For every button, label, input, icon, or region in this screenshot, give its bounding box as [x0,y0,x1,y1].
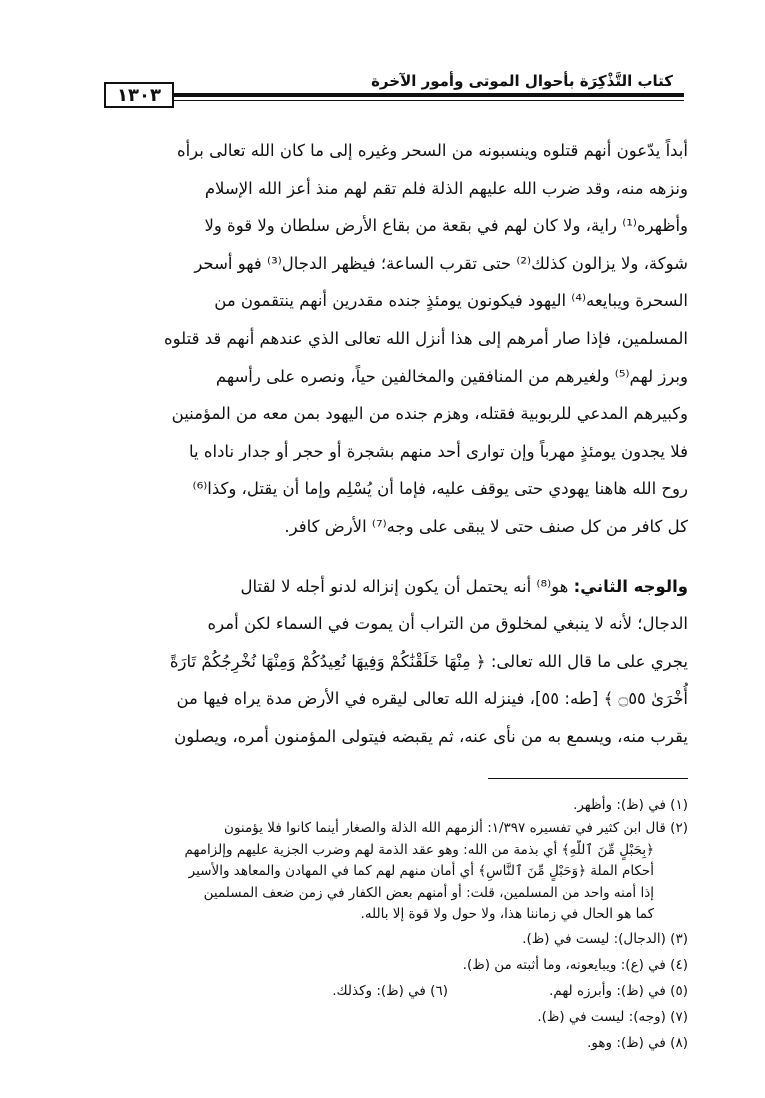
text-line: أُخْرَىٰ ۝٥٥ ﴾ [طه: ٥٥]، فينزله الله تعالى ليقره في الأرض مدة يراه فيها من [176,689,688,709]
running-title: كتاب التَّذْكِرَة بأحوال الموتى وأمور الآخرة [371,72,673,90]
footnote-pair [78,978,688,1004]
text-line: كل كافر من كل صنف حتى لا يبقى على وجه⁽⁷⁾ الأرض كافر. [284,516,688,536]
text-line: يقرب منه، ويسمع به من نأى عنه، ثم يقبضه فيتولى المؤمنون أمره، ويصلون [174,726,688,746]
paragraph-gap [78,546,688,568]
text-line: ونزهه منه، وقد ضرب الله عليهم الذلة فلم تقم لهم منذ أعز الله الإسلام [204,178,688,198]
text-line: السحرة ويبايعه⁽⁴⁾ اليهود فيكونون يومئذٍ جنده مقدرين أنهم ينتقمون من [214,291,688,311]
text-line: فلا يجدون يومئذٍ مهرباً وإن توارى أحد منهم بشجرة أو حجر أو جدار ناداه يا [188,441,688,461]
footnote-continuation: أحكام الملة ﴿وَحَبْلٍ مِّنَ ٱلنَّاسِ﴾ أي أمان منهم لهم كما في المهادن والمعاهد والأسير [188,863,654,879]
text-line: يجري على ما قال الله تعالى: ﴿ مِنْهَا خَلَقْنَٰكُمْ وَفِيهَا نُعِيدُكُمْ وَمِنْهَا نُخْرِجُكُمْ تَارَةً [169,651,688,671]
text-line: وبرز لهم⁽⁵⁾ ولغيرهم من المنافقين والمخالفين حياً، ونصره على رأسهم [215,366,688,386]
footnote: (٥) في (ظ): وأبرزه لهم. [549,982,688,999]
section-lead-rest: هو⁽⁸⁾ أنه يحتمل أن يكون إنزاله لدنو أجله لا لقتال [240,576,569,596]
text-line: المسلمين، فإذا صار أمرهم إلى هذا أنزل الله تعالى الذي عندهم أنهم قد قتلوه [163,328,688,348]
footnote-continuation: كما هو الحال في زماننا هذا، ولا حول ولا قوة إلا بالله. [360,906,654,922]
main-text [78,132,688,756]
text-line: وكبيرهم المدعي للربوبية فقتله، وهزم جنده من اليهود بمن معه من المؤمنين [171,404,688,424]
header-rule-thick [104,93,684,97]
text-line: الدجال؛ لأنه لا ينبغي لمخلوق من التراب أن يموت في السماء لكن أمره [207,614,688,634]
footnote: (١) في (ظ): وأظهر. [573,797,688,813]
footnote-separator [488,778,688,779]
footnote-continuation: إذا أمنه واحد من المسلمين، قلت: أو أمنهم بعض الكفار في زمن ضعف المسلمين [203,884,654,901]
footnote: (٧) (وجه): ليست في (ظ). [537,1008,688,1025]
footnotes [78,792,688,1056]
footnote: (٦) في (ظ): وكذلك. [332,982,448,999]
text-line: روح الله هاهنا يهودي حتى يوقف عليه، فإما أن يُسْلِم وإما أن يقتل، وكذا⁽⁶⁾ [192,479,688,499]
header-rule-thin [104,100,684,101]
text-line: شوكة، ولا يزالون كذلك⁽²⁾ حتى تقرب الساعة؛ فيظهر الدجال⁽³⁾ فهو أسحر [194,253,688,273]
text-line: وأظهره⁽¹⁾ راية، ولا كان لهم في بقعة من بقاع الأرض سلطان ولا قوة ولا [204,216,688,236]
footnote: (٢) قال ابن كثير في تفسيره ١/٣٩٧: ألزمهم الله الذلة والصغار أينما كانوا فلا يؤمنون [224,820,688,836]
text-line [78,568,688,606]
footnote-continuation: ﴿بِحَبْلٍ مِّنَ ٱللَّهِ﴾ أي بذمة من الله: وهو عقد الذمة لهم وضرب الجزية عليهم وإلزامهم [184,841,654,858]
page-number: ١٣٠٣ [104,82,174,108]
section-lead: والوجه الثاني: [573,576,688,596]
text-line: أبداً يدّعون أنهم قتلوه وينسبونه من السحر وغيره إلى ما كان الله تعالى برأه [176,141,688,160]
footnote: (٣) (الدجال): ليست في (ظ). [522,930,688,947]
footnote: (٨) في (ظ): وهو. [587,1034,688,1051]
footnote: (٤) في (ع): ويبايعونه، وما أثبته من (ظ). [462,956,688,973]
